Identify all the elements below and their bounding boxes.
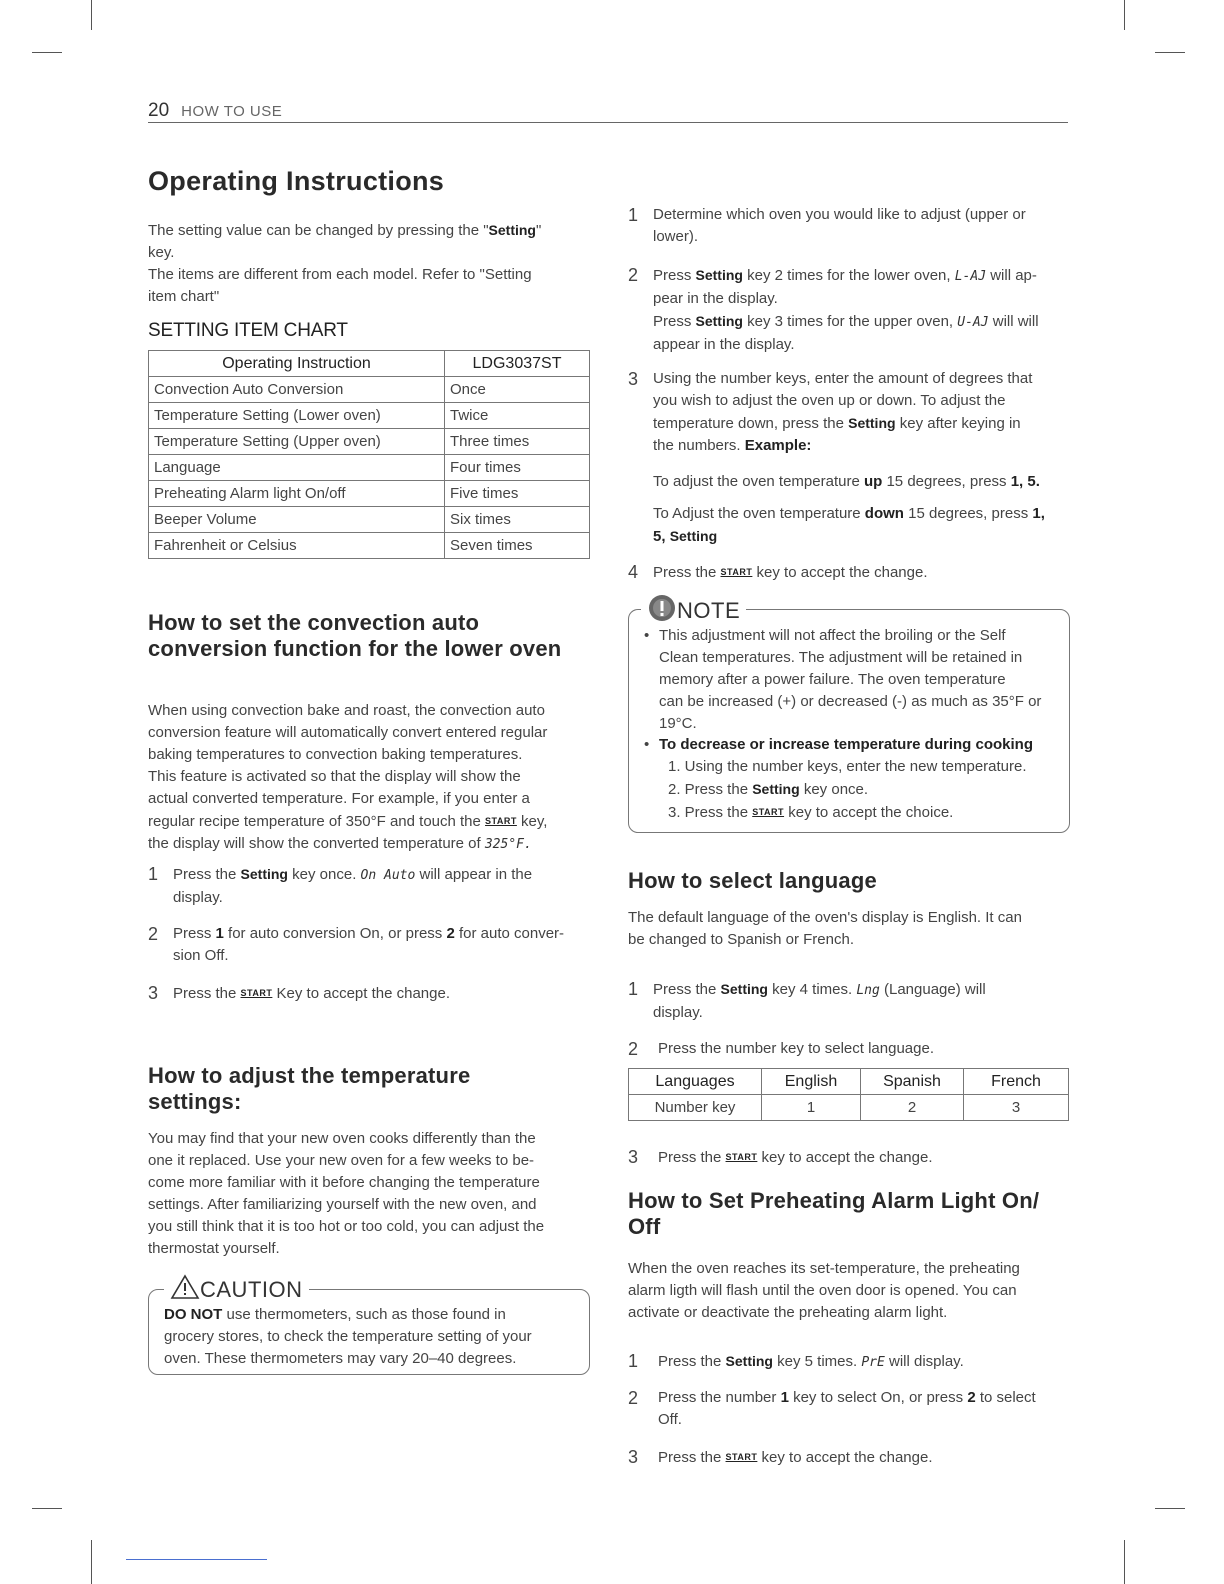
crop-mark: [1124, 1540, 1125, 1584]
crop-mark: [91, 0, 92, 30]
list-item: 1 Press the Setting key once. On Auto will appear in the display.: [148, 864, 533, 906]
caution-text: DO NOT use thermometers, such as those found in grocery stores, to check the temperature setting of your oven. These thermometers may vary 20–40 degrees.: [164, 1306, 532, 1367]
list-item: 3 Press the START key to accept the change.: [628, 1447, 933, 1467]
convection-body: When using convection bake and roast, the convection auto conversion feature will automatically convert entered regular baking temperatures to convection baking temperatures. This feature is activated so that the display will show the actual converted temperature. For example, if you enter a regular recipe temperature of 350°F and touch the START key, the display will show the converted temperature of 325°F.: [148, 702, 548, 852]
table-cell: Once: [445, 377, 590, 403]
table-cell: Temperature Setting (Upper oven): [149, 429, 445, 455]
table-cell: Temperature Setting (Lower oven): [149, 403, 445, 429]
note-icon: [647, 593, 677, 623]
table-cell: 2: [861, 1095, 964, 1121]
list-item: 1 Press the Setting key 4 times. Lng (Language) will display.: [628, 979, 986, 1021]
crop-mark: [1124, 0, 1125, 30]
warning-icon: [170, 1274, 200, 1300]
column-header: Languages: [629, 1069, 762, 1095]
table-cell: Fahrenheit or Celsius: [149, 533, 445, 559]
crop-mark: [1155, 52, 1185, 53]
setting-chart-heading: SETTING ITEM CHART: [148, 320, 348, 341]
table-row: [149, 429, 590, 455]
language-table: [628, 1068, 1069, 1121]
page-number: 20: [148, 100, 170, 121]
note-title: NOTE: [641, 593, 746, 624]
note-bullet: • To decrease or increase temperature during cooking 1. Using the number keys, enter the new temperature. 2. Press the Setting key once. 3. Press the START key to accept the choice.: [644, 736, 1034, 821]
language-heading: How to select language: [628, 868, 877, 893]
table-cell: 3: [964, 1095, 1069, 1121]
table-cell: Twice: [445, 403, 590, 429]
example-up: To adjust the oven temperature up 15 degrees, press 1, 5.: [653, 473, 1040, 490]
table-row: [149, 481, 590, 507]
setting-item-chart: [148, 350, 590, 559]
table-cell: Five times: [445, 481, 590, 507]
list-item: 2 Press the number key to select language.: [628, 1039, 934, 1059]
convection-heading: How to set the convection auto conversion function for the lower oven: [148, 610, 562, 661]
footer-rule: [126, 1559, 267, 1560]
list-item: 1 Press the Setting key 5 times. PrE will display.: [628, 1351, 964, 1371]
table-row: [149, 507, 590, 533]
list-item: 3 Press the START Key to accept the change.: [148, 983, 450, 1003]
list-item: 1 Determine which oven you would like to adjust (upper or lower).: [628, 205, 1026, 245]
caution-title: CAUTION: [164, 1274, 309, 1303]
table-cell: Convection Auto Conversion: [149, 377, 445, 403]
page-header: [148, 100, 1068, 123]
adjust-body: You may find that your new oven cooks differently than the one it replaced. Use your new oven for a few weeks to be- come more familiar with it before changing the temperature settings. After familiarizing yourself with the new oven, and you still think that it is too hot or too cold, you can adjust the thermostat yourself.: [148, 1130, 545, 1257]
table-cell: 1: [762, 1095, 861, 1121]
table-cell: Preheating Alarm light On/off: [149, 481, 445, 507]
preheat-heading: How to Set Preheating Alarm Light On/ Off: [628, 1188, 1040, 1239]
table-cell: Beeper Volume: [149, 507, 445, 533]
list-item: 2 Press Setting key 2 times for the lower oven, L-AJ will ap- pear in the display. Press Setting key 3 times for the upper oven, U-AJ will will appear in the display.: [628, 265, 1039, 353]
crop-mark: [32, 1508, 62, 1509]
list-item: 2 Press 1 for auto conversion On, or press 2 for auto conver- sion Off.: [148, 924, 565, 964]
table-row: [149, 455, 590, 481]
crop-mark: [91, 1540, 92, 1584]
table-cell: Six times: [445, 507, 590, 533]
page-title: Operating Instructions: [148, 166, 445, 196]
column-header: French: [964, 1069, 1069, 1095]
example-down: To Adjust the oven temperature down 15 degrees, press 1, 5, Setting: [653, 505, 1045, 545]
crop-mark: [1155, 1508, 1185, 1509]
table-row: [149, 403, 590, 429]
column-header: Operating Instruction: [149, 351, 445, 377]
crop-mark: [32, 52, 62, 53]
table-row: [629, 1095, 1069, 1121]
intro-text: The setting value can be changed by pressing the "Setting" key. The items are different from each model. Refer to "Setting item chart": [148, 222, 542, 305]
list-item: 2 Press the number 1 key to select On, or press 2 to select Off.: [628, 1388, 1036, 1428]
note-bullet: • This adjustment will not affect the broiling or the Self Clean temperatures. The adjustment will be retained in memory after a power failure. The oven temperature can be increased (+) or decreased (-) as much as 35°F or 19°C.: [644, 627, 1042, 732]
table-row: [149, 377, 590, 403]
table-cell: Language: [149, 455, 445, 481]
table-cell: Seven times: [445, 533, 590, 559]
table-header-row: [629, 1069, 1069, 1095]
table-row: [149, 533, 590, 559]
column-header: Spanish: [861, 1069, 964, 1095]
table-cell: Number key: [629, 1095, 762, 1121]
column-header: LDG3037ST: [445, 351, 590, 377]
list-item: 3 Press the START key to accept the change.: [628, 1147, 933, 1167]
table-cell: Four times: [445, 455, 590, 481]
table-header-row: [149, 351, 590, 377]
language-body: The default language of the oven's display is English. It can be changed to Spanish or French.: [628, 909, 1022, 948]
lcd-display-text: 325°F.: [484, 837, 532, 852]
list-item: 3 Using the number keys, enter the amount of degrees that you wish to adjust the oven up or down. To adjust the temperature down, press the Setting key after keying in the numbers. Example:: [628, 369, 1033, 454]
column-header: English: [762, 1069, 861, 1095]
adjust-heading: How to adjust the temperature settings:: [148, 1063, 471, 1114]
list-item: 4 Press the START key to accept the change.: [628, 562, 928, 582]
table-cell: Three times: [445, 429, 590, 455]
section-name: HOW TO USE: [181, 103, 283, 120]
preheat-body: When the oven reaches its set-temperature, the preheating alarm ligth will flash until the oven door is opened. You can activate or deactivate the preheating alarm light.: [628, 1260, 1020, 1321]
